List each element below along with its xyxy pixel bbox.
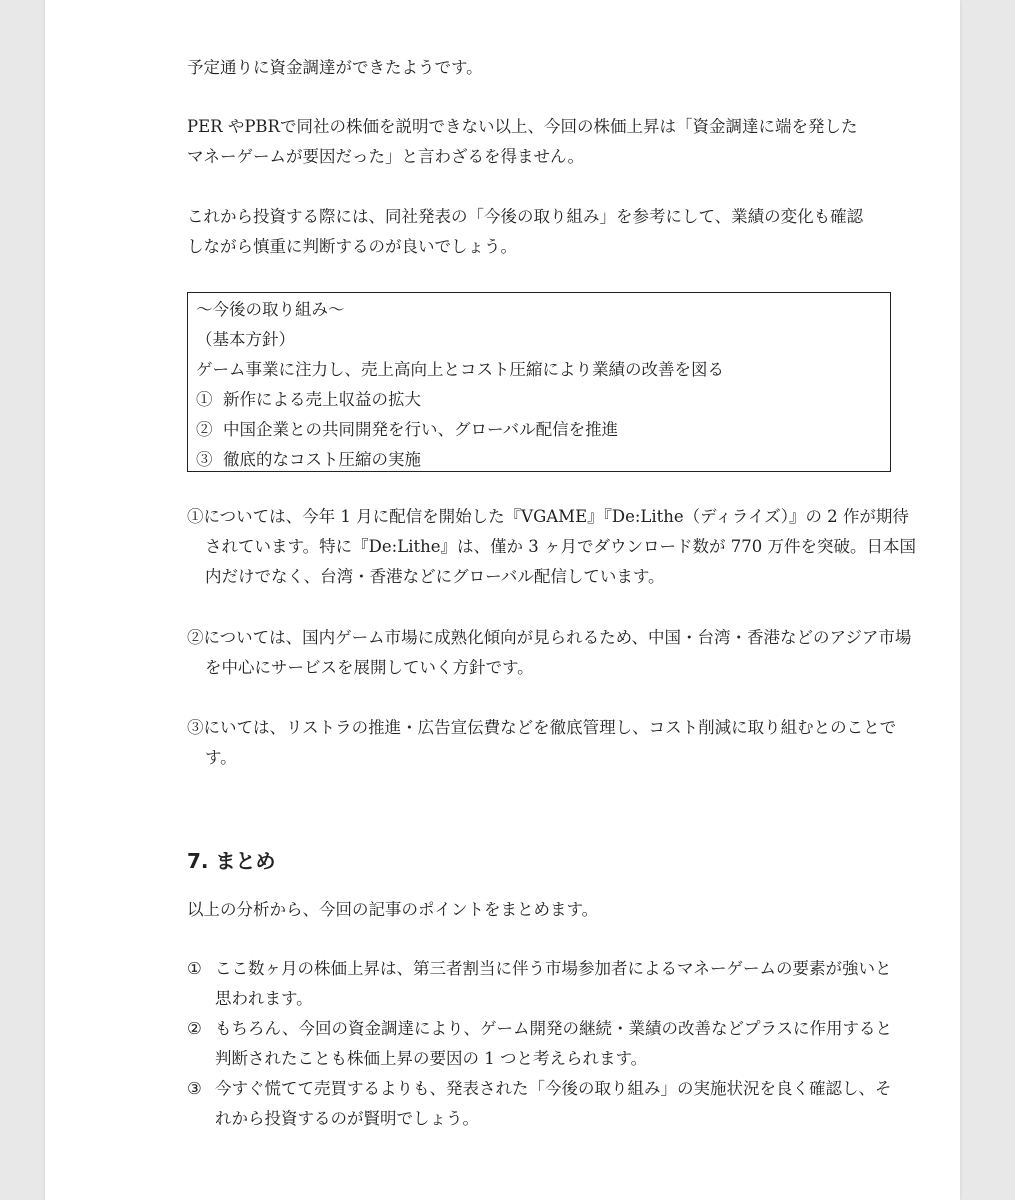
document-page — [45, 0, 960, 1200]
item-text: ここ数ヶ月の株価上昇は、第三者割当に伴う市場参加者によるマネーゲームの要素が強いと思われます。 — [215, 959, 892, 1008]
item-marker: ③ — [187, 1079, 202, 1098]
box-item-1 — [196, 385, 882, 415]
paragraph-line: マネーゲームが要因だった」と言わざるを得ません。 — [187, 147, 584, 166]
item-marker: ③ — [196, 450, 213, 469]
item-marker: ② — [187, 1019, 202, 1038]
list-item — [187, 954, 899, 1014]
section-heading: 7. まとめ — [187, 849, 276, 873]
paragraph-advice — [187, 202, 907, 262]
box-item-3 — [196, 445, 882, 475]
note-1 — [187, 502, 917, 592]
item-text: 中国企業との共同開発を行い、グローバル配信を推進 — [223, 420, 619, 439]
box-title: 〜今後の取り組み〜 — [196, 300, 345, 319]
summary-intro — [187, 895, 907, 925]
note-3 — [187, 713, 917, 773]
summary-list — [187, 954, 899, 1134]
item-text: もちろん、今回の資金調達により、ゲーム開発の継続・業績の改善などプラスに作用すると判断されたことも株価上昇の要因の 1 つと考えられます。 — [215, 1019, 892, 1068]
paragraph-line: しながら慎重に判断するのが良いでしょう。 — [187, 237, 517, 256]
box-policy: ゲーム事業に注力し、売上高向上とコスト圧縮により業績の改善を図る — [196, 360, 724, 379]
paragraph-line: これから投資する際には、同社発表の「今後の取り組み」を参考にして、業績の変化も確認 — [187, 207, 864, 226]
note-2 — [187, 623, 917, 683]
paragraph-line: PER やPBRで同社の株価を説明できない以上、今回の株価上昇は「資金調達に端を発した — [187, 117, 858, 136]
item-text: 新作による売上収益の拡大 — [223, 390, 421, 409]
item-marker: ② — [196, 420, 213, 439]
list-item — [187, 1074, 899, 1134]
item-marker: ① — [196, 390, 213, 409]
item-marker: ① — [187, 959, 202, 978]
item-text: 徹底的なコスト圧縮の実施 — [223, 450, 421, 469]
paragraph-valuation — [187, 112, 907, 172]
paragraph-text: 以上の分析から、今回の記事のポイントをまとめます。 — [187, 900, 599, 919]
paragraph-funding — [187, 53, 907, 83]
note-text: ①については、今年 1 月に配信を開始した『VGAME』『De:Lithe（ディライズ）』の 2 作が期待されています。特に『De:Lithe』は、僅か 3 ヶ月でダウンロード数が 770 万件を突破。日本国内だけでなく、台湾・香港などにグローバル配信しています。 — [187, 507, 916, 586]
paragraph-text: 予定通りに資金調達ができたようです。 — [187, 58, 483, 77]
note-text: ②については、国内ゲーム市場に成熟化傾向が見られるため、中国・台湾・香港などのアジア市場を中心にサービスを展開していく方針です。 — [187, 628, 912, 677]
future-initiatives-box — [187, 292, 891, 472]
box-subtitle: （基本方針） — [196, 330, 295, 349]
note-text: ③にいては、リストラの推進・広告宣伝費などを徹底管理し、コスト削減に取り組むとのことです。 — [187, 718, 897, 767]
box-item-2 — [196, 415, 882, 445]
list-item — [187, 1014, 899, 1074]
item-text: 今すぐ慌てて売買するよりも、発表された「今後の取り組み」の実施状況を良く確認し、それから投資するのが賢明でしょう。 — [215, 1079, 892, 1128]
